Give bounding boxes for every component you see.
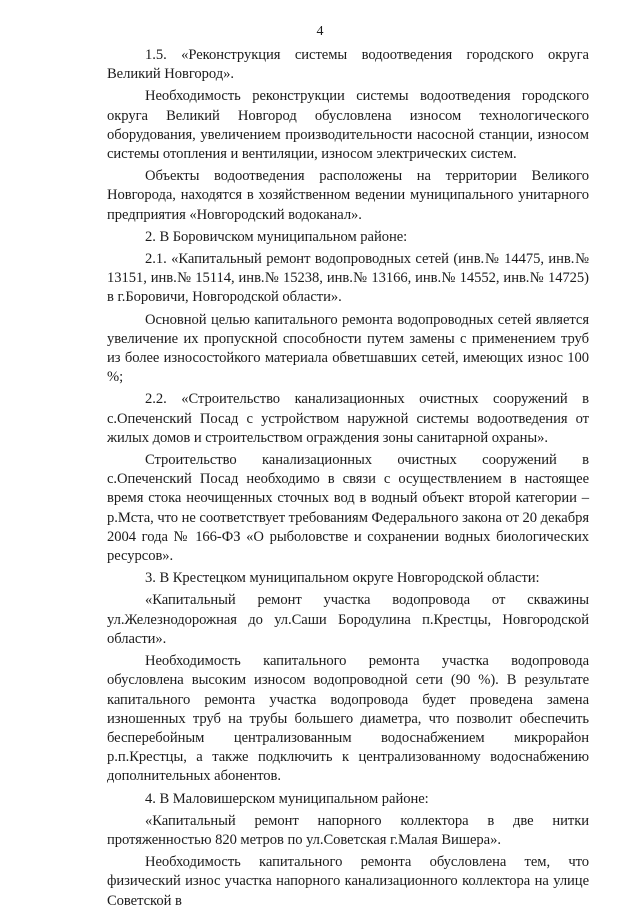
paragraph-1-5-title: 1.5. «Реконструкция системы водоотведения городского округа Великий Новгород». bbox=[107, 47, 589, 83]
paragraph-2-1-title: 2.1. «Капитальный ремонт водопроводных сетей (инв.№ 14475, инв.№ 13151, инв.№ 15114, инв.№ 15238, инв.№ 13166, инв.№ 14552, инв.№ 14725) в г.Боровичи, Новгородской области». bbox=[107, 251, 589, 306]
paragraph-2-1-purpose: Основной целью капитального ремонта водопроводных сетей является увеличение их пропускной способности путем замены с применением труб из более износостойкого материала обветшавших сетей, имеющих износ 100 %; bbox=[107, 311, 589, 386]
paragraph-4-necessity: Необходимость капитального ремонта обусловлена тем, что физический износ участка напорного канализационного коллектора на улице Советской в bbox=[107, 854, 589, 909]
section-4-heading: 4. В Маловишерском муниципальном районе: bbox=[145, 790, 429, 807]
paragraph-2-2-necessity: Строительство канализационных очистных сооружений в с.Опеченский Посад необходимо в связи с осуществлением в настоящее время стока неочищенных сточных вод в водный объект второй категории – р.Мста, что не соответствует требованиям Федерального закона от 20 декабря 2004 года № 166-ФЗ «О рыболовстве и сохранении водных биологических ресурсов». bbox=[107, 452, 589, 565]
paragraph-3-necessity: Необходимость капитального ремонта участка водопровода обусловлена высоким износом водопроводной сети (90 %). В результате капитального ремонта участка водопровода будет проведена замена изношенных труб на трубы большего диаметра, что позволит обеспечить бесперебойным централизованным водоснабжением микрорайон р.п.Крестцы, а также подключить к централизованному водоснабжению дополнительных абонентов. bbox=[107, 653, 589, 785]
section-3-heading: 3. В Крестецком муниципальном округе Новгородской области: bbox=[145, 570, 540, 587]
paragraph-novgorod-objects: Объекты водоотведения расположены на территории Великого Новгорода, находятся в хозяйственном ведении муниципального унитарного предприятия «Новгородский водоканал». bbox=[107, 168, 589, 223]
paragraph-2-2-title: 2.2. «Строительство канализационных очистных сооружений в с.Опеченский Посад с устройством наружной системы водоотведения от жилых домов и строительством ограждения зоны санитарной охраны». bbox=[107, 391, 589, 446]
paragraph-novgorod-necessity: Необходимость реконструкции системы водоотведения городского округа Великий Новгород обусловлена износом технологического оборудования, увеличением производительности насосной станции, износом системы отопления и вентиляции, износом электрических систем. bbox=[107, 88, 589, 163]
page-number: 4 bbox=[316, 24, 324, 39]
section-2-heading: 2. В Боровичском муниципальном районе: bbox=[145, 228, 408, 245]
document-body bbox=[107, 46, 589, 914]
paragraph-4-title: «Капитальный ремонт напорного коллектора в две нитки протяженностью 820 метров по ул.Советская г.Малая Вишера». bbox=[107, 812, 589, 848]
paragraph-3-title: «Капитальный ремонт участка водопровода от скважины ул.Железнодорожная до ул.Саши Бородулина п.Крестцы, Новгородской области». bbox=[107, 592, 589, 647]
